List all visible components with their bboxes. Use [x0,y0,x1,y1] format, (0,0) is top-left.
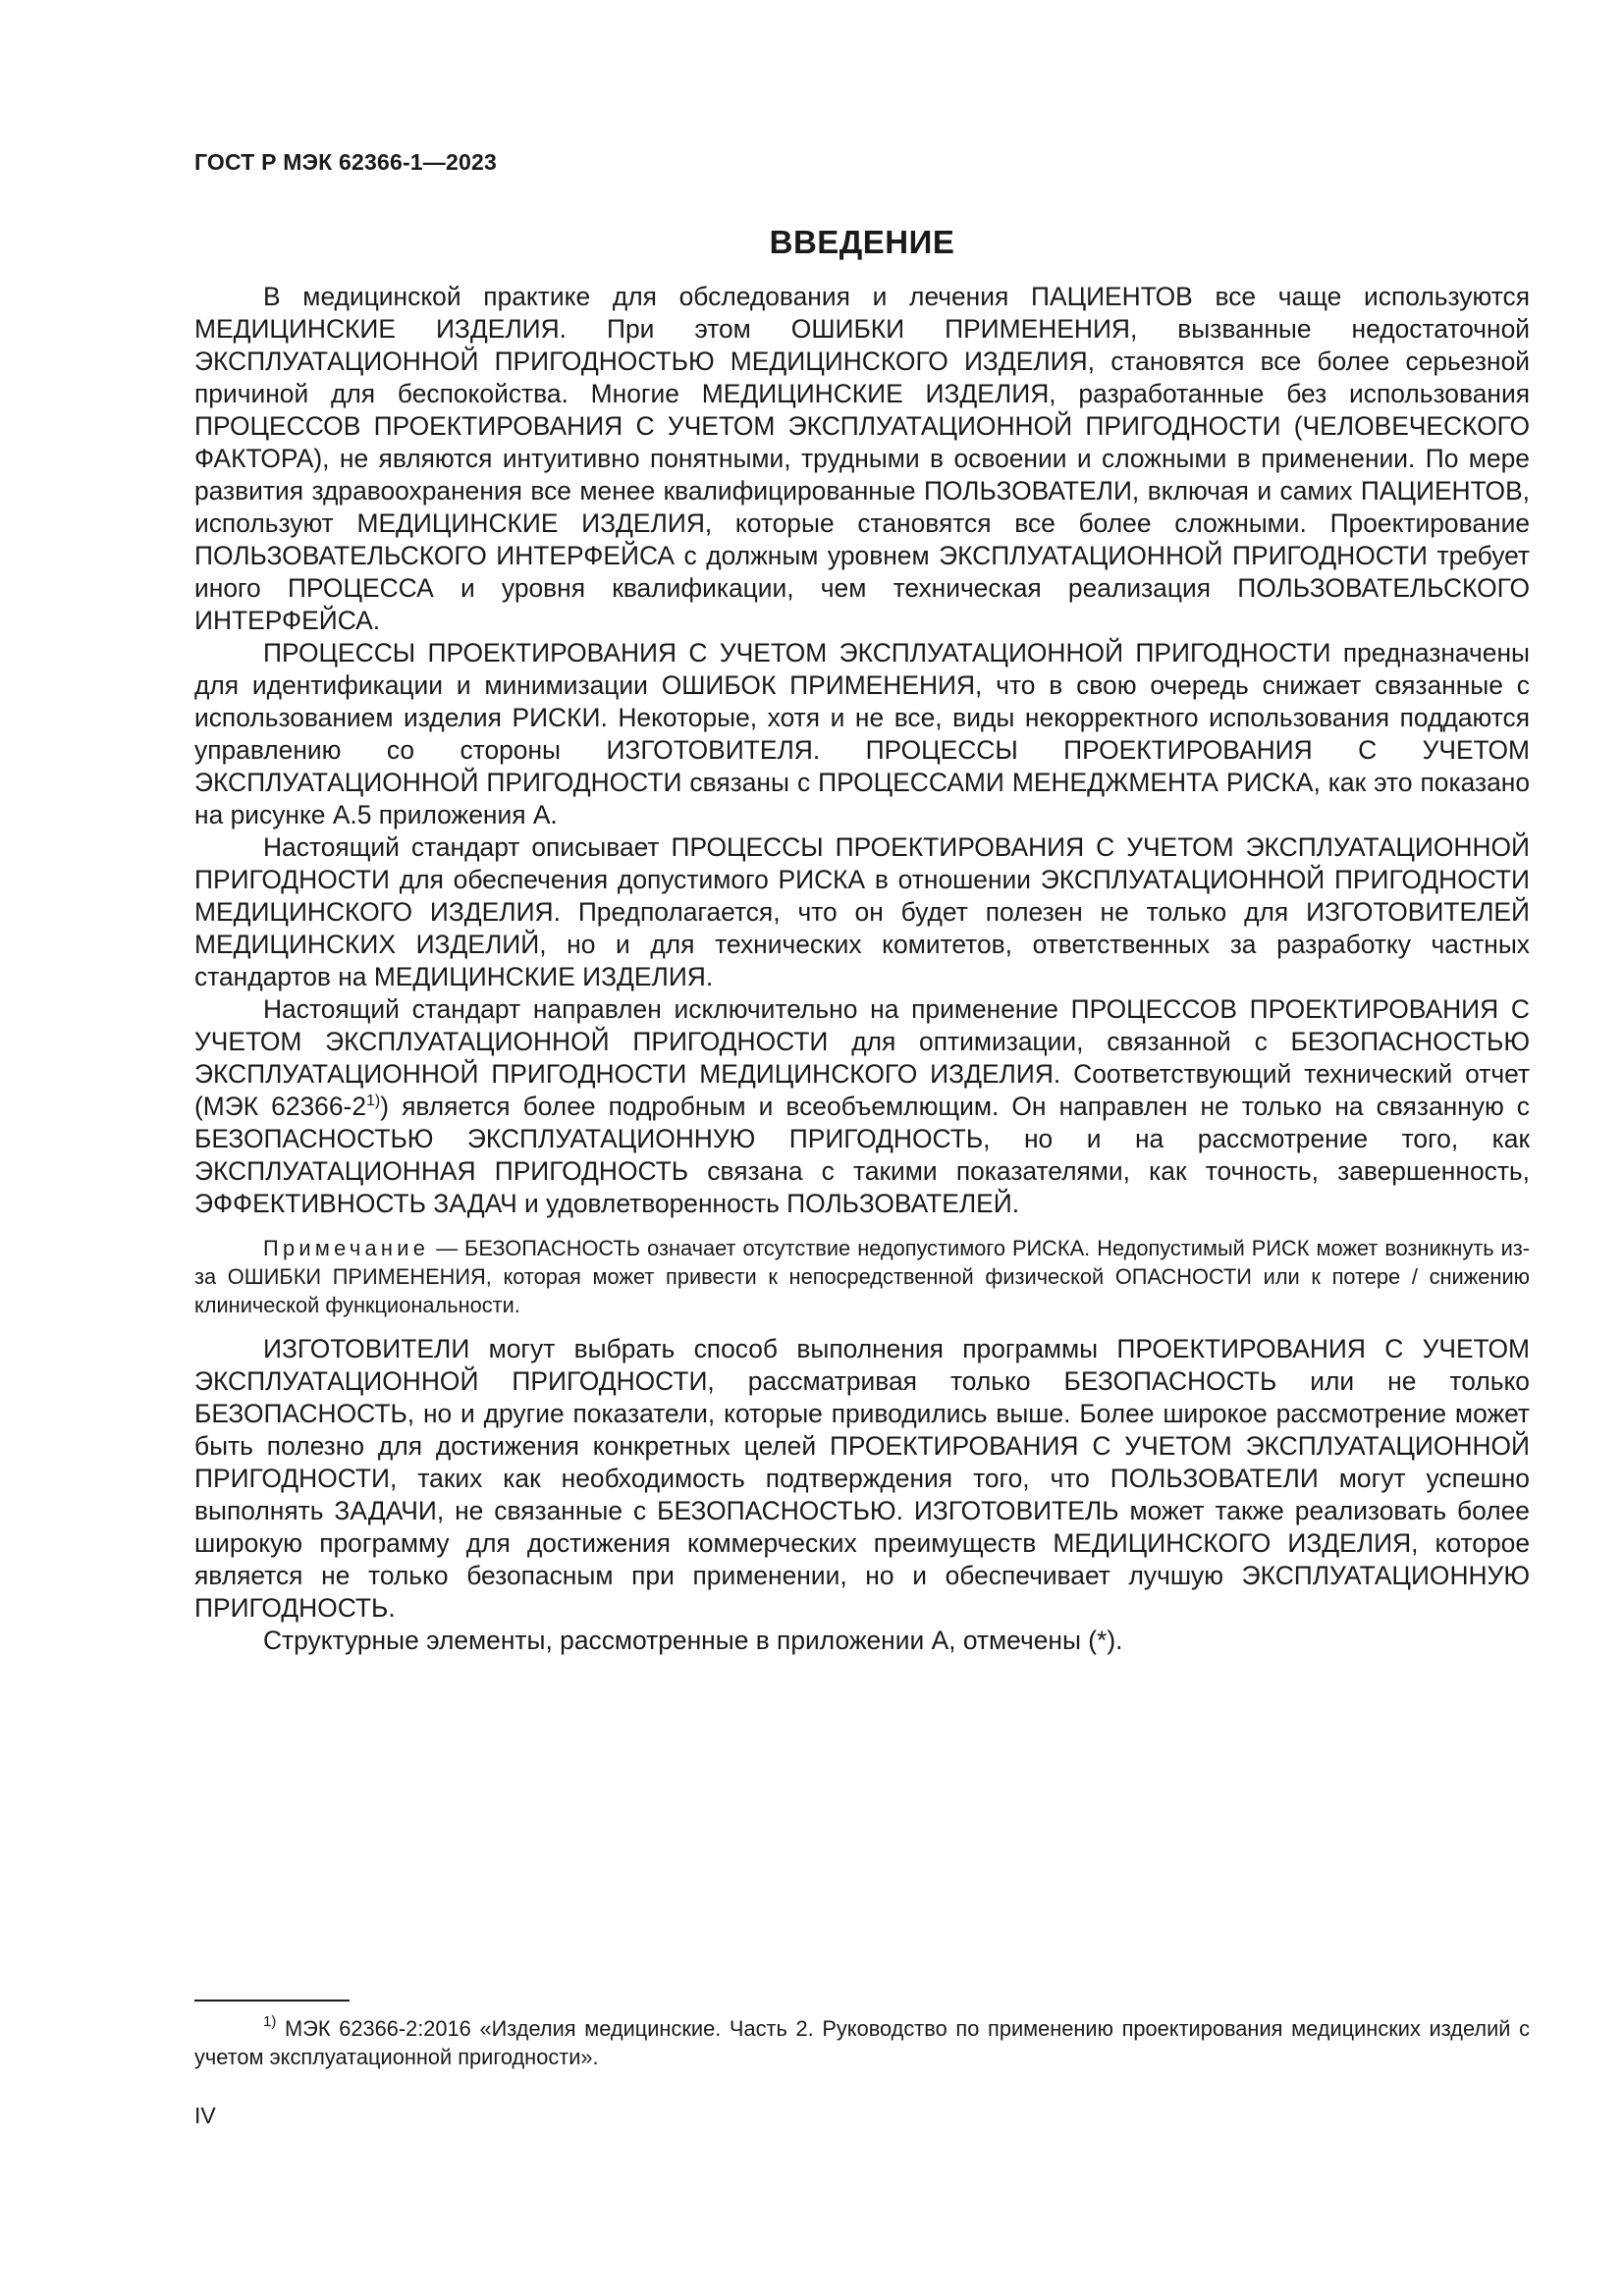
standard-code-header: ГОСТ Р МЭК 62366-1—2023 [194,149,497,175]
paragraph-2: ПРОЦЕССЫ ПРОЕКТИРОВАНИЯ С УЧЕТОМ ЭКСПЛУАТАЦИОННОЙ ПРИГОДНОСТИ предназначены для идентификации и минимизации ОШИБОК ПРИМЕНЕНИЯ, что в свою очередь снижает связанные с использованием изделия РИСКИ. Некоторые, хотя и не все, виды некорректного использования поддаются управлению со стороны ИЗГОТОВИТЕЛЯ. ПРОЦЕССЫ ПРОЕКТИРОВАНИЯ С УЧЕТОМ ЭКСПЛУАТАЦИОННОЙ ПРИГОДНОСТИ связаны с ПРОЦЕССАМИ МЕНЕДЖМЕНТА РИСКА, как это показано на рисунке А.5 приложения А. [194,638,1530,829]
paragraph-4-part-2: ) является более подробным и всеобъемлющим. Он направлен не только на связанную с БЕЗОПАСНОСТЬЮ ЭКСПЛУАТАЦИОННУЮ ПРИГОДНОСТЬ, но и на рассмотрение того, как ЭКСПЛУАТАЦИОННАЯ ПРИГОДНОСТЬ связана с такими показателями, как точность, завершенность, ЭФФЕКТИВНОСТЬ ЗАДАЧ и удовлетворенность ПОЛЬЗОВАТЕЛЕЙ. [194,1092,1530,1218]
paragraph-5: ИЗГОТОВИТЕЛИ могут выбрать способ выполнения программы ПРОЕКТИРОВАНИЯ С УЧЕТОМ ЭКСПЛУАТАЦИОННОЙ ПРИГОДНОСТИ, рассматривая только БЕЗОПАСНОСТЬ или не только БЕЗОПАСНОСТЬ, но и другие показатели, которые приводились выше. Более широкое рассмотрение может быть полезно для достижения конкретных целей ПРОЕКТИРОВАНИЯ С УЧЕТОМ ЭКСПЛУАТАЦИОННОЙ ПРИГОДНОСТИ, таких как необходимость подтверждения того, что ПОЛЬЗОВАТЕЛИ могут успешно выполнять ЗАДАЧИ, не связанные с БЕЗОПАСНОСТЬЮ. ИЗГОТОВИТЕЛЬ может также реализовать более широкую программу для достижения коммерческих преимуществ МЕДИЦИНСКОГО ИЗДЕЛИЯ, которое является не только безопасным при применении, но и обеспечивает лучшую ЭКСПЛУАТАЦИОННУЮ ПРИГОДНОСТЬ. [194,1334,1530,1623]
paragraph-6: Структурные элементы, рассмотренные в приложении А, отмечены (*). [263,1626,1123,1655]
paragraph-3: Настоящий стандарт описывает ПРОЦЕССЫ ПРОЕКТИРОВАНИЯ С УЧЕТОМ ЭКСПЛУАТАЦИОННОЙ ПРИГОДНОСТИ для обеспечения допустимого РИСКА в отношении ЭКСПЛУАТАЦИОННОЙ ПРИГОДНОСТИ МЕДИЦИНСКОГО ИЗДЕЛИЯ. Предполагается, что он будет полезен не только для ИЗГОТОВИТЕЛЕЙ МЕДИЦИНСКИХ ИЗДЕЛИЙ, но и для технических комитетов, ответственных за разработку частных стандартов на МЕДИЦИНСКИЕ ИЗДЕЛИЯ. [194,832,1530,991]
footnote-text: МЭК 62366-2:2016 «Изделия медицинские. Часть 2. Руководство по применению проектирования медицинских изделий с учетом эксплуатационной пригодности». [194,2016,1530,2069]
paragraph-4 [194,993,1530,1220]
paragraph-4-part-1: Настоящий стандарт направлен исключительно на применение ПРОЦЕССОВ ПРОЕКТИРОВАНИЯ С УЧЕТОМ ЭКСПЛУАТАЦИОННОЙ ПРИГОДНОСТИ для оптимизации, связанной с БЕЗОПАСНОСТЬЮ ЭКСПЛУАТАЦИОННОЙ ПРИГОДНОСТИ МЕДИЦИНСКОГО ИЗДЕЛИЯ. Соответствующий технический отчет (МЭК 62366-2 [194,994,1530,1121]
footnote-reference[interactable]: 1) [366,1093,381,1110]
note-label: Примечание [263,1236,430,1260]
footnote-divider [194,2000,350,2002]
note-text: — БЕЗОПАСНОСТЬ означает отсутствие недопустимого РИСКА. Недопустимый РИСК может возникнуть из-за ОШИБКИ ПРИМЕНЕНИЯ, которая может привести к непосредственной физической ОПАСНОСТИ или к потере / снижению клинической функциональности. [194,1236,1530,1317]
paragraph-1: В медицинской практике для обследования и лечения ПАЦИЕНТОВ все чаще используются МЕДИЦИНСКИЕ ИЗДЕЛИЯ. При этом ОШИБКИ ПРИМЕНЕНИЯ, вызванные недостаточной ЭКСПЛУАТАЦИОННОЙ ПРИГОДНОСТЬЮ МЕДИЦИНСКОГО ИЗДЕЛИЯ, становятся все более серьезной причиной для беспокойства. Многие МЕДИЦИНСКИЕ ИЗДЕЛИЯ, разработанные без использования ПРОЦЕССОВ ПРОЕКТИРОВАНИЯ С УЧЕТОМ ЭКСПЛУАТАЦИОННОЙ ПРИГОДНОСТИ (ЧЕЛОВЕЧЕСКОГО ФАКТОРА), не являются интуитивно понятными, трудными в освоении и сложными в применении. По мере развития здравоохранения все менее квалифицированные ПОЛЬЗОВАТЕЛИ, включая и самих ПАЦИЕНТОВ, используют МЕДИЦИНСКИЕ ИЗДЕЛИЯ, которые становятся все более сложными. Проектирование ПОЛЬЗОВАТЕЛЬСКОГО ИНТЕРФЕЙСА с должным уровнем ЭКСПЛУАТАЦИОННОЙ ПРИГОДНОСТИ требует иного ПРОЦЕССА и уровня квалификации, чем техническая реализация ПОЛЬЗОВАТЕЛЬСКОГО ИНТЕРФЕЙСА. [194,282,1530,635]
footnote [194,2014,1530,2071]
footnote-number: 1) [263,2012,277,2030]
section-title: ВВЕДЕНИЕ [769,224,955,260]
note [194,1234,1530,1319]
page-number: IV [194,2103,216,2128]
body-text [194,281,1530,1657]
